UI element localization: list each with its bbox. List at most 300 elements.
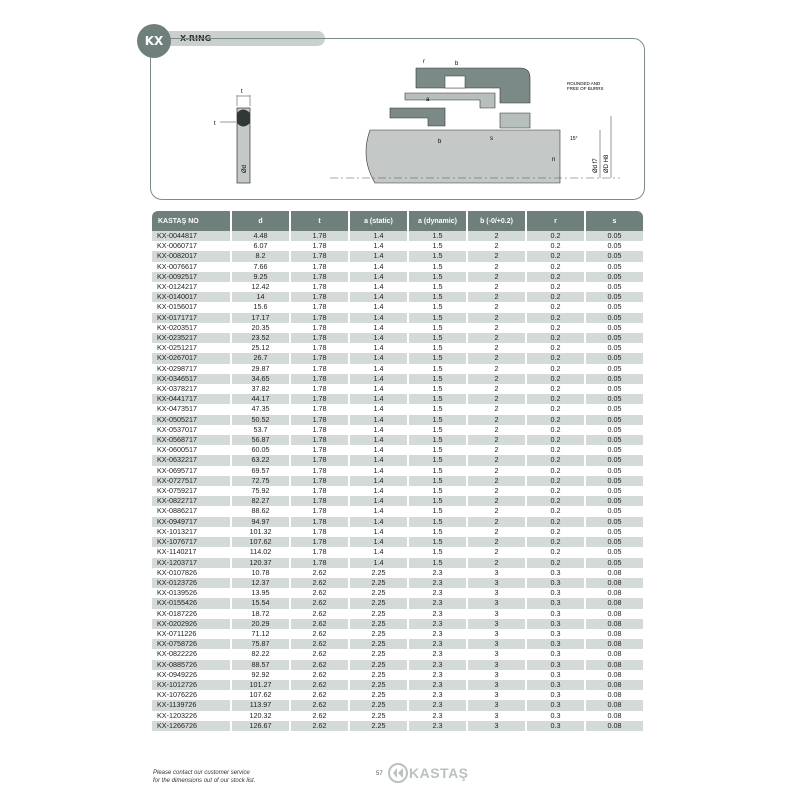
table-cell: 1.78 bbox=[291, 272, 348, 282]
note-rounded: ROUNDED AND bbox=[567, 81, 601, 86]
table-cell: 2.3 bbox=[409, 680, 466, 690]
table-cell: 2.25 bbox=[350, 588, 407, 598]
table-row bbox=[152, 578, 643, 588]
table-cell: 1.78 bbox=[291, 404, 348, 414]
table-cell: 8.2 bbox=[232, 251, 289, 261]
table-cell: 0.2 bbox=[527, 384, 584, 394]
table-cell: 2.3 bbox=[409, 629, 466, 639]
table-cell: 1.5 bbox=[409, 394, 466, 404]
table-cell: 3 bbox=[468, 598, 525, 608]
table-cell: 1.78 bbox=[291, 527, 348, 537]
table-cell: KX-0505217 bbox=[152, 415, 230, 425]
table-cell: KX-0822717 bbox=[152, 496, 230, 506]
table-cell: 1.78 bbox=[291, 262, 348, 272]
table-cell: 2.3 bbox=[409, 649, 466, 659]
table-cell: 0.05 bbox=[586, 547, 643, 557]
brand-logo bbox=[387, 762, 469, 784]
table-cell: 1.4 bbox=[350, 231, 407, 241]
table-cell: 2 bbox=[468, 282, 525, 292]
table-cell: 34.65 bbox=[232, 374, 289, 384]
table-cell: 1.4 bbox=[350, 425, 407, 435]
table-row bbox=[152, 333, 643, 343]
table-cell: 71.12 bbox=[232, 629, 289, 639]
table-cell: 75.87 bbox=[232, 639, 289, 649]
table-cell: 2 bbox=[468, 292, 525, 302]
table-cell: 1.78 bbox=[291, 241, 348, 251]
table-cell: 0.2 bbox=[527, 343, 584, 353]
table-cell: 0.05 bbox=[586, 527, 643, 537]
dim-t-side-label: t bbox=[214, 121, 216, 127]
table-cell: 1.4 bbox=[350, 282, 407, 292]
housing-assembly bbox=[330, 59, 620, 183]
table-cell: 2.62 bbox=[291, 578, 348, 588]
table-cell: 0.08 bbox=[586, 711, 643, 721]
table-cell: 56.87 bbox=[232, 435, 289, 445]
table-cell: 0.2 bbox=[527, 517, 584, 527]
table-cell: 1.4 bbox=[350, 343, 407, 353]
table-row bbox=[152, 558, 643, 568]
table-cell: 1.78 bbox=[291, 302, 348, 312]
table-cell: 2.25 bbox=[350, 629, 407, 639]
table-cell: 0.05 bbox=[586, 455, 643, 465]
table-cell: 2.25 bbox=[350, 578, 407, 588]
table-cell: 2.3 bbox=[409, 670, 466, 680]
table-row bbox=[152, 231, 643, 241]
table-cell: 1.4 bbox=[350, 394, 407, 404]
table-cell: 0.05 bbox=[586, 425, 643, 435]
table-row bbox=[152, 700, 643, 710]
table-cell: 0.2 bbox=[527, 527, 584, 537]
table-cell: 2.25 bbox=[350, 670, 407, 680]
table-cell: 1.5 bbox=[409, 343, 466, 353]
table-row bbox=[152, 588, 643, 598]
table-cell: 0.08 bbox=[586, 578, 643, 588]
table-row bbox=[152, 435, 643, 445]
table-cell: 0.05 bbox=[586, 517, 643, 527]
table-cell: 1.5 bbox=[409, 302, 466, 312]
table-cell: KX-1203717 bbox=[152, 558, 230, 568]
table-cell: 1.78 bbox=[291, 282, 348, 292]
table-cell: KX-0885726 bbox=[152, 660, 230, 670]
table-cell: 101.32 bbox=[232, 527, 289, 537]
table-cell: KX-0600517 bbox=[152, 445, 230, 455]
table-cell: 1.5 bbox=[409, 241, 466, 251]
table-cell: 2 bbox=[468, 333, 525, 343]
table-row bbox=[152, 364, 643, 374]
dim-b-label: b bbox=[455, 61, 459, 67]
dim-DH8-label: ØD H8 bbox=[604, 154, 610, 173]
table-cell: KX-0822226 bbox=[152, 649, 230, 659]
table-cell: 1.5 bbox=[409, 455, 466, 465]
table-cell: 2 bbox=[468, 384, 525, 394]
table-cell: 2.3 bbox=[409, 609, 466, 619]
table-cell: 13.95 bbox=[232, 588, 289, 598]
dimensions-table bbox=[150, 211, 645, 731]
table-cell: 92.92 bbox=[232, 670, 289, 680]
table-cell: 3 bbox=[468, 588, 525, 598]
table-cell: 7.66 bbox=[232, 262, 289, 272]
table-cell: 0.05 bbox=[586, 313, 643, 323]
table-cell: 3 bbox=[468, 649, 525, 659]
table-cell: 1.78 bbox=[291, 364, 348, 374]
table-cell: 0.08 bbox=[586, 609, 643, 619]
table-cell: 2 bbox=[468, 517, 525, 527]
table-row bbox=[152, 690, 643, 700]
table-cell: KX-0949717 bbox=[152, 517, 230, 527]
table-row bbox=[152, 721, 643, 731]
col-header: KASTAŞ NO bbox=[152, 211, 230, 231]
table-cell: 2 bbox=[468, 476, 525, 486]
col-header: d bbox=[232, 211, 289, 231]
table-row bbox=[152, 394, 643, 404]
table-cell: 0.08 bbox=[586, 619, 643, 629]
table-cell: 0.05 bbox=[586, 353, 643, 363]
table-row bbox=[152, 629, 643, 639]
table-cell: 1.78 bbox=[291, 445, 348, 455]
table-cell: KX-0171717 bbox=[152, 313, 230, 323]
table-cell: 2.25 bbox=[350, 721, 407, 731]
table-row bbox=[152, 262, 643, 272]
table-cell: 0.2 bbox=[527, 445, 584, 455]
table-cell: 2.62 bbox=[291, 568, 348, 578]
table-cell: KX-0632217 bbox=[152, 455, 230, 465]
table-cell: 1.5 bbox=[409, 435, 466, 445]
table-cell: KX-1266726 bbox=[152, 721, 230, 731]
table-cell: 1.4 bbox=[350, 435, 407, 445]
table-cell: 6.07 bbox=[232, 241, 289, 251]
table-cell: KX-0251217 bbox=[152, 343, 230, 353]
table-cell: KX-0727517 bbox=[152, 476, 230, 486]
table-cell: KX-0759217 bbox=[152, 486, 230, 496]
table-row bbox=[152, 680, 643, 690]
table-cell: 1.78 bbox=[291, 323, 348, 333]
table-cell: KX-0076617 bbox=[152, 262, 230, 272]
table-cell: 1.78 bbox=[291, 374, 348, 384]
table-cell: 14 bbox=[232, 292, 289, 302]
table-cell: 1.5 bbox=[409, 506, 466, 516]
table-cell: 2.25 bbox=[350, 711, 407, 721]
table-row bbox=[152, 711, 643, 721]
table-cell: 2.3 bbox=[409, 660, 466, 670]
table-cell: KX-0139526 bbox=[152, 588, 230, 598]
table-cell: 0.3 bbox=[527, 619, 584, 629]
table-row bbox=[152, 323, 643, 333]
table-row bbox=[152, 445, 643, 455]
table-cell: 2.3 bbox=[409, 711, 466, 721]
table-cell: 20.29 bbox=[232, 619, 289, 629]
table-cell: 2 bbox=[468, 343, 525, 353]
table-cell: 1.78 bbox=[291, 435, 348, 445]
table-cell: 1.5 bbox=[409, 496, 466, 506]
table-cell: 0.3 bbox=[527, 639, 584, 649]
table-cell: 0.05 bbox=[586, 404, 643, 414]
table-row bbox=[152, 404, 643, 414]
table-cell: 0.05 bbox=[586, 394, 643, 404]
table-cell: 53.7 bbox=[232, 425, 289, 435]
table-cell: 1.78 bbox=[291, 517, 348, 527]
table-cell: 17.17 bbox=[232, 313, 289, 323]
table-row bbox=[152, 353, 643, 363]
table-cell: 2.25 bbox=[350, 690, 407, 700]
table-row bbox=[152, 241, 643, 251]
table-cell: 1.5 bbox=[409, 445, 466, 455]
dim-df7-label: Ød f7 bbox=[593, 158, 599, 173]
col-header: s bbox=[586, 211, 643, 231]
table-cell: 2.62 bbox=[291, 639, 348, 649]
table-cell: 0.2 bbox=[527, 394, 584, 404]
page-number: 57 bbox=[376, 771, 383, 777]
table-cell: 2.62 bbox=[291, 588, 348, 598]
table-cell: 3 bbox=[468, 680, 525, 690]
table-row bbox=[152, 455, 643, 465]
table-row bbox=[152, 302, 643, 312]
table-cell: 88.62 bbox=[232, 506, 289, 516]
table-cell: 1.5 bbox=[409, 425, 466, 435]
table-cell: 72.75 bbox=[232, 476, 289, 486]
table-cell: 1.5 bbox=[409, 313, 466, 323]
table-cell: 2.25 bbox=[350, 660, 407, 670]
table-cell: KX-0949226 bbox=[152, 670, 230, 680]
angle-label: 15° bbox=[570, 136, 578, 142]
table-cell: 1.5 bbox=[409, 547, 466, 557]
table-cell: 0.08 bbox=[586, 629, 643, 639]
table-cell: 0.05 bbox=[586, 486, 643, 496]
table-cell: 0.2 bbox=[527, 302, 584, 312]
table-cell: 1.4 bbox=[350, 292, 407, 302]
table-header-row bbox=[152, 211, 643, 231]
table-cell: 3 bbox=[468, 568, 525, 578]
logo-text: KASTAŞ bbox=[409, 765, 469, 781]
table-cell: 2 bbox=[468, 302, 525, 312]
table-cell: 1.5 bbox=[409, 537, 466, 547]
table-cell: 0.05 bbox=[586, 374, 643, 384]
table-cell: KX-0758726 bbox=[152, 639, 230, 649]
table-cell: 2.25 bbox=[350, 649, 407, 659]
table-cell: 120.32 bbox=[232, 711, 289, 721]
table-cell: 0.2 bbox=[527, 415, 584, 425]
table-cell: 1.4 bbox=[350, 241, 407, 251]
table-row bbox=[152, 537, 643, 547]
table-cell: 1.78 bbox=[291, 506, 348, 516]
table-cell: 2 bbox=[468, 486, 525, 496]
table-row bbox=[152, 384, 643, 394]
table-cell: KX-0060717 bbox=[152, 241, 230, 251]
table-cell: 0.2 bbox=[527, 262, 584, 272]
table-cell: 2 bbox=[468, 558, 525, 568]
dim-r-label: r bbox=[423, 59, 425, 65]
table-cell: 1.5 bbox=[409, 323, 466, 333]
table-cell: 0.05 bbox=[586, 333, 643, 343]
table-row bbox=[152, 272, 643, 282]
table-cell: 0.08 bbox=[586, 721, 643, 731]
x-ring-technical-drawing bbox=[200, 48, 630, 193]
table-cell: 1.78 bbox=[291, 537, 348, 547]
table-cell: 1.5 bbox=[409, 251, 466, 261]
table-row bbox=[152, 496, 643, 506]
table-cell: 2.25 bbox=[350, 700, 407, 710]
table-row bbox=[152, 649, 643, 659]
table-row bbox=[152, 517, 643, 527]
table-cell: 82.22 bbox=[232, 649, 289, 659]
table-cell: 1.5 bbox=[409, 558, 466, 568]
table-cell: 1.4 bbox=[350, 506, 407, 516]
table-cell: 1.4 bbox=[350, 313, 407, 323]
table-cell: 1.78 bbox=[291, 496, 348, 506]
table-row bbox=[152, 292, 643, 302]
table-cell: 75.92 bbox=[232, 486, 289, 496]
table-row bbox=[152, 619, 643, 629]
table-cell: KX-0203517 bbox=[152, 323, 230, 333]
table-cell: 0.2 bbox=[527, 282, 584, 292]
table-cell: 0.05 bbox=[586, 262, 643, 272]
table-row bbox=[152, 476, 643, 486]
table-cell: 0.2 bbox=[527, 364, 584, 374]
table-cell: 0.08 bbox=[586, 680, 643, 690]
table-cell: 2 bbox=[468, 313, 525, 323]
table-cell: KX-0202926 bbox=[152, 619, 230, 629]
table-cell: 0.05 bbox=[586, 364, 643, 374]
table-cell: 1.78 bbox=[291, 251, 348, 261]
table-cell: 114.02 bbox=[232, 547, 289, 557]
table-cell: 2 bbox=[468, 435, 525, 445]
table-row bbox=[152, 282, 643, 292]
table-cell: 2.62 bbox=[291, 711, 348, 721]
table-cell: 12.42 bbox=[232, 282, 289, 292]
table-cell: 0.08 bbox=[586, 670, 643, 680]
dim-s-label: s bbox=[490, 136, 493, 142]
table-cell: 2.3 bbox=[409, 588, 466, 598]
table-cell: 1.4 bbox=[350, 272, 407, 282]
table-cell: 126.67 bbox=[232, 721, 289, 731]
table-cell: 2.3 bbox=[409, 568, 466, 578]
table-cell: 0.2 bbox=[527, 506, 584, 516]
table-cell: 2.3 bbox=[409, 619, 466, 629]
table-cell: 1.4 bbox=[350, 537, 407, 547]
table-row bbox=[152, 425, 643, 435]
logo-icon bbox=[387, 762, 409, 784]
table-cell: 3 bbox=[468, 670, 525, 680]
table-cell: 2 bbox=[468, 445, 525, 455]
product-code: KX bbox=[144, 34, 164, 48]
table-cell: 2.62 bbox=[291, 660, 348, 670]
table-cell: KX-0124217 bbox=[152, 282, 230, 292]
table-cell: 0.08 bbox=[586, 598, 643, 608]
table-cell: 1.4 bbox=[350, 302, 407, 312]
table-cell: KX-0267017 bbox=[152, 353, 230, 363]
table-row bbox=[152, 609, 643, 619]
table-cell: KX-0044817 bbox=[152, 231, 230, 241]
table-cell: KX-0441717 bbox=[152, 394, 230, 404]
table-row bbox=[152, 598, 643, 608]
table-cell: 1.5 bbox=[409, 272, 466, 282]
table-cell: KX-1076717 bbox=[152, 537, 230, 547]
product-code-badge bbox=[137, 24, 171, 58]
table-cell: 3 bbox=[468, 629, 525, 639]
table-cell: 0.05 bbox=[586, 496, 643, 506]
table-row bbox=[152, 527, 643, 537]
table-cell: 1.4 bbox=[350, 496, 407, 506]
table-cell: KX-1076226 bbox=[152, 690, 230, 700]
table-cell: 0.05 bbox=[586, 323, 643, 333]
table-cell: 60.05 bbox=[232, 445, 289, 455]
table-cell: 20.35 bbox=[232, 323, 289, 333]
table-cell: 0.3 bbox=[527, 711, 584, 721]
table-row bbox=[152, 415, 643, 425]
table-row bbox=[152, 466, 643, 476]
table-cell: 0.2 bbox=[527, 496, 584, 506]
table-cell: 2.3 bbox=[409, 598, 466, 608]
table-cell: 15.6 bbox=[232, 302, 289, 312]
table-cell: KX-1012726 bbox=[152, 680, 230, 690]
table-cell: 1.4 bbox=[350, 251, 407, 261]
table-cell: 0.2 bbox=[527, 323, 584, 333]
table-cell: 0.2 bbox=[527, 466, 584, 476]
table-cell: KX-0082017 bbox=[152, 251, 230, 261]
table-cell: 0.05 bbox=[586, 292, 643, 302]
ring-cross-section bbox=[214, 89, 250, 183]
table-cell: 0.05 bbox=[586, 384, 643, 394]
table-cell: 15.54 bbox=[232, 598, 289, 608]
table-cell: KX-0155426 bbox=[152, 598, 230, 608]
table-cell: 107.62 bbox=[232, 537, 289, 547]
table-cell: 4.48 bbox=[232, 231, 289, 241]
table-cell: 1.4 bbox=[350, 517, 407, 527]
table-row bbox=[152, 547, 643, 557]
table-cell: 2.62 bbox=[291, 721, 348, 731]
footer-note-line1: Please contact our customer service bbox=[153, 770, 250, 776]
table-cell: 2.62 bbox=[291, 690, 348, 700]
table-cell: 2 bbox=[468, 506, 525, 516]
table-cell: 0.2 bbox=[527, 251, 584, 261]
table-cell: 0.08 bbox=[586, 690, 643, 700]
footer-note bbox=[153, 769, 255, 785]
table-cell: 2.62 bbox=[291, 598, 348, 608]
table-cell: KX-1013217 bbox=[152, 527, 230, 537]
table-cell: 3 bbox=[468, 721, 525, 731]
table-cell: 0.2 bbox=[527, 455, 584, 465]
table-cell: 3 bbox=[468, 660, 525, 670]
dim-a-label: a bbox=[426, 97, 430, 103]
table-cell: 2 bbox=[468, 364, 525, 374]
table-row bbox=[152, 374, 643, 384]
table-row bbox=[152, 251, 643, 261]
table-row bbox=[152, 568, 643, 578]
table-cell: 101.27 bbox=[232, 680, 289, 690]
table-cell: KX-0156017 bbox=[152, 302, 230, 312]
table-cell: 1.78 bbox=[291, 415, 348, 425]
table-cell: 2.62 bbox=[291, 629, 348, 639]
table-cell: 2 bbox=[468, 272, 525, 282]
table-cell: 1.5 bbox=[409, 262, 466, 272]
table-cell: 2.62 bbox=[291, 670, 348, 680]
table-cell: 0.2 bbox=[527, 476, 584, 486]
table-cell: 18.72 bbox=[232, 609, 289, 619]
table-cell: 88.57 bbox=[232, 660, 289, 670]
table-cell: 2 bbox=[468, 455, 525, 465]
table-cell: 1.4 bbox=[350, 364, 407, 374]
table-cell: 2.62 bbox=[291, 700, 348, 710]
table-cell: 1.78 bbox=[291, 558, 348, 568]
table-row bbox=[152, 639, 643, 649]
table-row bbox=[152, 506, 643, 516]
table-cell: 2.62 bbox=[291, 649, 348, 659]
table-cell: 1.78 bbox=[291, 455, 348, 465]
table-cell: 1.4 bbox=[350, 374, 407, 384]
table-cell: 1.78 bbox=[291, 466, 348, 476]
table-row bbox=[152, 486, 643, 496]
table-cell: KX-0695717 bbox=[152, 466, 230, 476]
table-cell: 1.4 bbox=[350, 455, 407, 465]
